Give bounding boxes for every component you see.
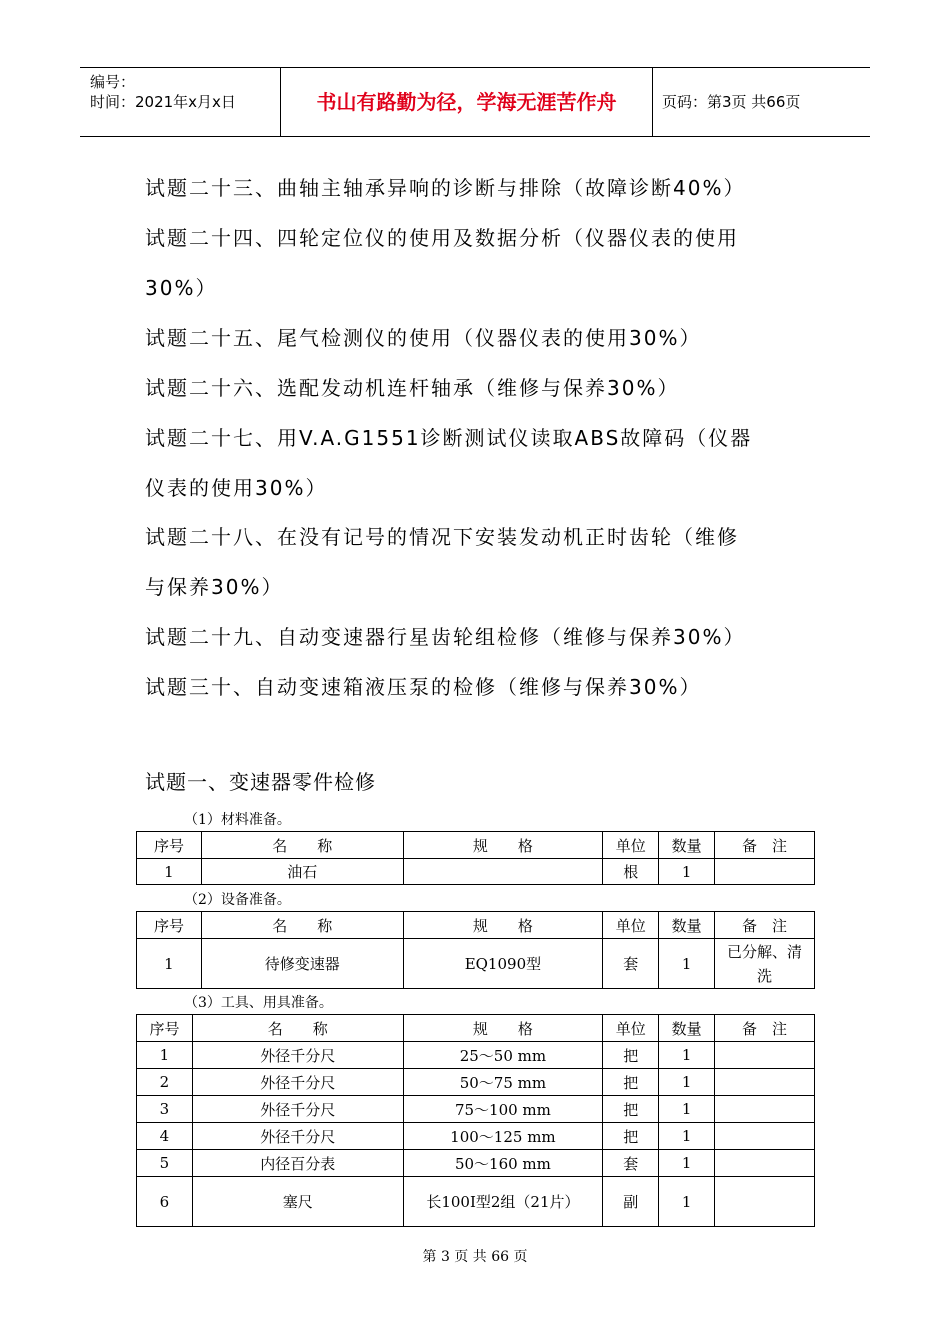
question-line: 试题二十九、自动变速器行星齿轮组检修（维修与保养30%） xyxy=(145,625,746,649)
table-cell: 25～50 mm xyxy=(403,1042,603,1069)
number-label: 编号： xyxy=(90,73,136,91)
tools-table xyxy=(136,1014,815,1227)
table-cell: 2 xyxy=(137,1069,193,1096)
header-cell: 序号 xyxy=(137,832,202,859)
table-row xyxy=(137,939,815,989)
table-cell: 待修变速器 xyxy=(201,939,403,989)
header-cell: 备 注 xyxy=(715,832,815,859)
question-line: 仪表的使用30%） xyxy=(145,476,328,500)
table-row xyxy=(137,1069,815,1096)
table-row xyxy=(137,1096,815,1123)
table-cell: 1 xyxy=(659,1123,715,1150)
table-cell xyxy=(715,1177,815,1227)
table-cell: 内径百分表 xyxy=(192,1150,403,1177)
table-cell: 外径千分尺 xyxy=(192,1069,403,1096)
table-cell: 1 xyxy=(137,1042,193,1069)
table-cell: 长100I型2组（21片） xyxy=(403,1177,603,1227)
table-row xyxy=(137,859,815,885)
table-cell xyxy=(715,1042,815,1069)
question-line: 试题二十四、四轮定位仪的使用及数据分析（仪器仪表的使用 xyxy=(145,226,739,250)
table-caption: （2）设备准备。 xyxy=(184,892,291,908)
table-cell: 4 xyxy=(137,1123,193,1150)
table-cell: 100～125 mm xyxy=(403,1123,603,1150)
table-cell xyxy=(715,1150,815,1177)
table-cell: 已分解、清洗 xyxy=(715,939,815,989)
table-cell: 把 xyxy=(603,1069,659,1096)
table-cell: 把 xyxy=(603,1096,659,1123)
header-cell: 名 称 xyxy=(201,832,403,859)
table-cell: 副 xyxy=(603,1177,659,1227)
header-cell: 单位 xyxy=(603,832,659,859)
header-cell: 单位 xyxy=(603,1015,659,1042)
motto: 书山有路勤为径，学海无涯苦作舟 xyxy=(280,68,653,136)
table-cell: 1 xyxy=(137,859,202,885)
header-cell: 规 格 xyxy=(403,912,603,939)
question-line: 试题二十六、选配发动机连杆轴承（维修与保养30%） xyxy=(145,376,680,400)
question-line: 试题二十八、在没有记号的情况下安装发动机正时齿轮（维修 xyxy=(145,525,739,549)
header-cell: 数量 xyxy=(659,1015,715,1042)
question-line: 试题三十、自动变速箱液压泵的检修（维修与保养30%） xyxy=(145,675,702,699)
table-header-row xyxy=(137,1015,815,1042)
table-cell: 3 xyxy=(137,1096,193,1123)
header-cell: 数量 xyxy=(659,832,715,859)
table-cell: EQ1090型 xyxy=(403,939,603,989)
table-caption: （1）材料准备。 xyxy=(184,812,291,828)
header-left xyxy=(80,68,280,136)
time-label: 时间：2021年x月x日 xyxy=(90,93,236,111)
table-cell: 油石 xyxy=(201,859,403,885)
table-cell: 外径千分尺 xyxy=(192,1123,403,1150)
table-cell xyxy=(715,1123,815,1150)
table-header-row xyxy=(137,832,815,859)
table-cell: 1 xyxy=(659,1096,715,1123)
table-caption: （3）工具、用具准备。 xyxy=(184,995,333,1011)
header-cell: 名 称 xyxy=(192,1015,403,1042)
table-cell: 5 xyxy=(137,1150,193,1177)
header-cell: 备 注 xyxy=(715,1015,815,1042)
question-line: 试题二十五、尾气检测仪的使用（仪器仪表的使用30%） xyxy=(145,326,702,350)
section-title: 试题一、变速器零件检修 xyxy=(145,770,376,794)
header-cell: 序号 xyxy=(137,912,202,939)
table-cell xyxy=(715,1069,815,1096)
table-cell: 根 xyxy=(603,859,659,885)
table-cell: 50～75 mm xyxy=(403,1069,603,1096)
table-cell: 1 xyxy=(659,859,715,885)
header-cell: 规 格 xyxy=(403,1015,603,1042)
table-cell: 把 xyxy=(603,1042,659,1069)
page-header xyxy=(80,67,870,137)
table-cell: 1 xyxy=(659,939,715,989)
table-cell: 套 xyxy=(603,1150,659,1177)
table-row xyxy=(137,1150,815,1177)
table-cell: 50～160 mm xyxy=(403,1150,603,1177)
table-cell: 1 xyxy=(659,1177,715,1227)
table-cell: 1 xyxy=(137,939,202,989)
table-row xyxy=(137,1042,815,1069)
question-line: 30%） xyxy=(145,276,218,300)
table-cell: 套 xyxy=(603,939,659,989)
page-footer: 第 3 页 共 66 页 xyxy=(422,1249,528,1265)
question-line: 与保养30%） xyxy=(145,575,284,599)
table-cell: 1 xyxy=(659,1150,715,1177)
materials-table xyxy=(136,831,815,885)
table-row xyxy=(137,1123,815,1150)
header-cell: 名 称 xyxy=(201,912,403,939)
table-cell: 外径千分尺 xyxy=(192,1096,403,1123)
table-cell: 外径千分尺 xyxy=(192,1042,403,1069)
table-cell: 1 xyxy=(659,1069,715,1096)
equipment-table xyxy=(136,911,815,989)
question-line: 试题二十三、曲轴主轴承异响的诊断与排除（故障诊断40%） xyxy=(145,176,746,200)
table-cell: 把 xyxy=(603,1123,659,1150)
header-cell: 规 格 xyxy=(403,832,603,859)
question-line: 试题二十七、用V.A.G1551诊断测试仪读取ABS故障码（仪器 xyxy=(145,426,753,450)
header-cell: 备 注 xyxy=(715,912,815,939)
header-cell: 序号 xyxy=(137,1015,193,1042)
header-cell: 单位 xyxy=(603,912,659,939)
page-label: 页码：第3页 共66页 xyxy=(662,93,801,111)
table-cell xyxy=(403,859,603,885)
table-cell: 75～100 mm xyxy=(403,1096,603,1123)
table-cell xyxy=(715,859,815,885)
table-row xyxy=(137,1177,815,1227)
table-cell xyxy=(715,1096,815,1123)
table-cell: 塞尺 xyxy=(192,1177,403,1227)
table-cell: 1 xyxy=(659,1042,715,1069)
table-header-row xyxy=(137,912,815,939)
header-cell: 数量 xyxy=(659,912,715,939)
table-cell: 6 xyxy=(137,1177,193,1227)
